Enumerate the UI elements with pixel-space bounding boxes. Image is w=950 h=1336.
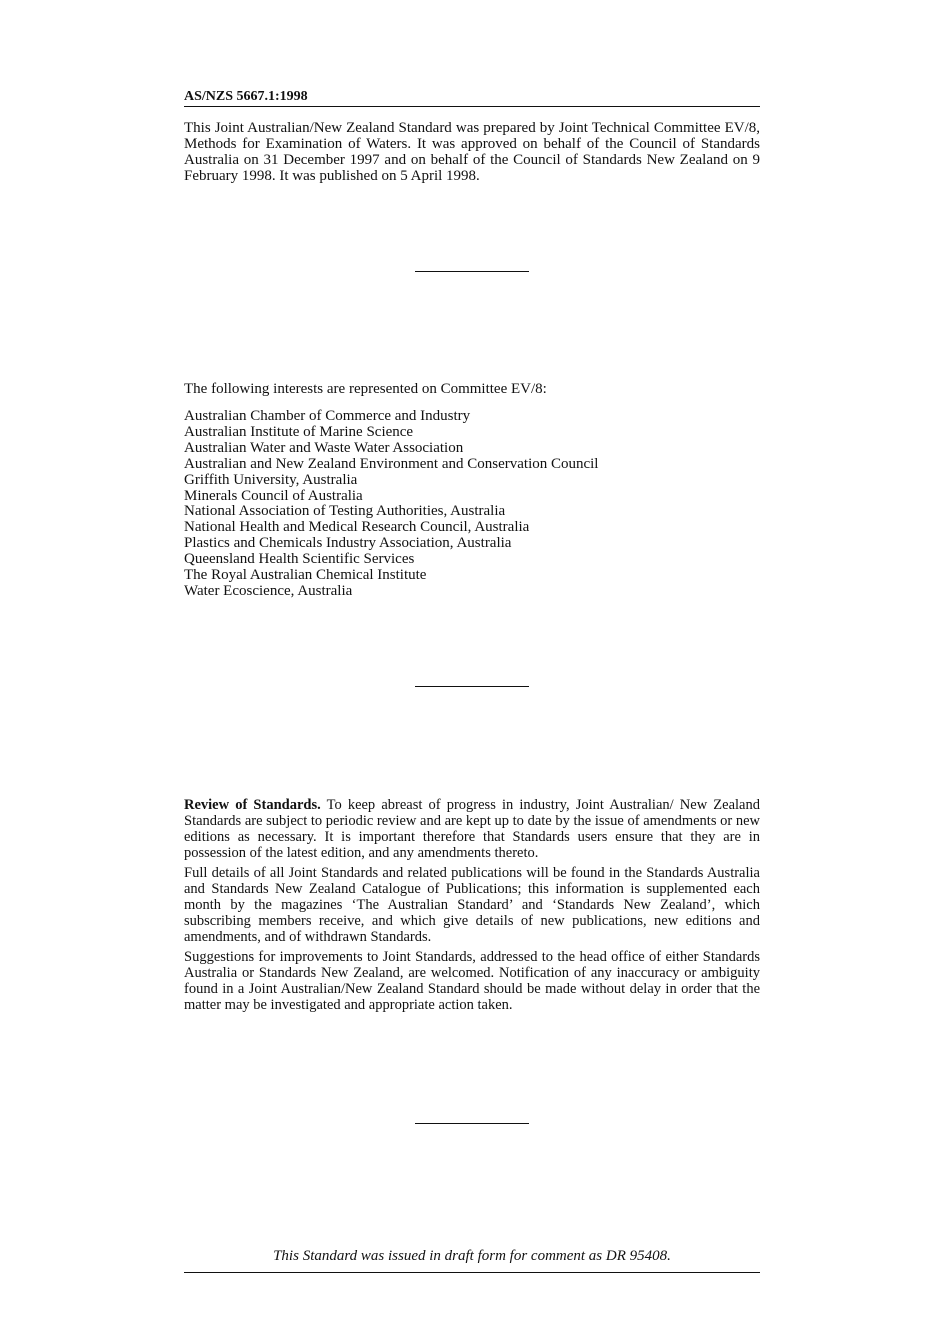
interest-item: Australian Water and Waste Water Association — [184, 439, 464, 456]
interest-item: Griffith University, Australia — [184, 471, 358, 488]
section-divider-3 — [415, 1123, 529, 1124]
section-divider-1 — [415, 271, 529, 272]
preparation-statement: This Joint Australian/New Zealand Standard was prepared by Joint Technical Committee EV/8, Methods for Examination of Waters. It was approved on behalf of the Council of Standards Australia on 31 December 1997 and on behalf of the Council of Standards New Zealand on 9 February 1998. It was published on 5 April 1998. — [184, 120, 760, 184]
interest-item: Australian Chamber of Commerce and Industry — [184, 408, 471, 424]
header-rule — [184, 106, 760, 107]
interest-item: Water Ecoscience, Australia — [184, 582, 353, 599]
standard-designation: AS/NZS 5667.1:1998 — [184, 89, 308, 104]
interest-item: Plastics and Chemicals Industry Association, Australia — [184, 535, 512, 552]
review-paragraph-3: Suggestions for improvements to Joint Standards, addressed to the head office of either Standards Australia or Standards New Zealand, are welcomed. Notification of any inaccuracy or ambiguity found in a Joint Australian/New Zealand Standard should be made without delay in order that the matter may be investigated and appropriate action taken. — [184, 949, 760, 1013]
interest-item: National Health and Medical Research Council, Australia — [184, 519, 530, 536]
review-text-1: To keep abreast of progress in industry, Joint Australian/ New Zealand Standards are subject to periodic review and are kept up to date by the issue of amendments or new editions as necessary. It is important therefore that Standards users ensure that they are in possession of the latest edition, and any amendments thereto. — [184, 797, 760, 861]
interests-heading: The following interests are represented on Committee EV/8: — [184, 381, 547, 397]
review-paragraph-2: Full details of all Joint Standards and related publications will be found in the Standards Australia and Standards New Zealand Catalogue of Publications; this information is supplemented each month by the magazines ‘The Australian Standard’ and ‘Standards New Zealand’, which subscribing members receive, and which give details of new publications, new editions and amendments, and of withdrawn Standards. — [184, 865, 760, 945]
review-lead: Review of Standards. — [184, 797, 321, 813]
interest-item: The Royal Australian Chemical Institute — [184, 567, 427, 584]
interest-item: Minerals Council of Australia — [184, 487, 363, 504]
section-divider-2 — [415, 686, 529, 687]
review-paragraph-1 — [184, 797, 760, 861]
review-of-standards-section — [184, 797, 760, 1017]
interest-item: Queensland Health Scientific Services — [184, 551, 415, 568]
footer-rule — [184, 1272, 760, 1273]
interest-item: Australian and New Zealand Environment and Conservation Council — [184, 455, 599, 472]
interest-item: National Association of Testing Authorities, Australia — [184, 503, 506, 520]
interests-list — [184, 409, 598, 600]
interest-item: Australian Institute of Marine Science — [184, 423, 414, 440]
draft-note: This Standard was issued in draft form for comment as DR 95408. — [273, 1248, 671, 1264]
